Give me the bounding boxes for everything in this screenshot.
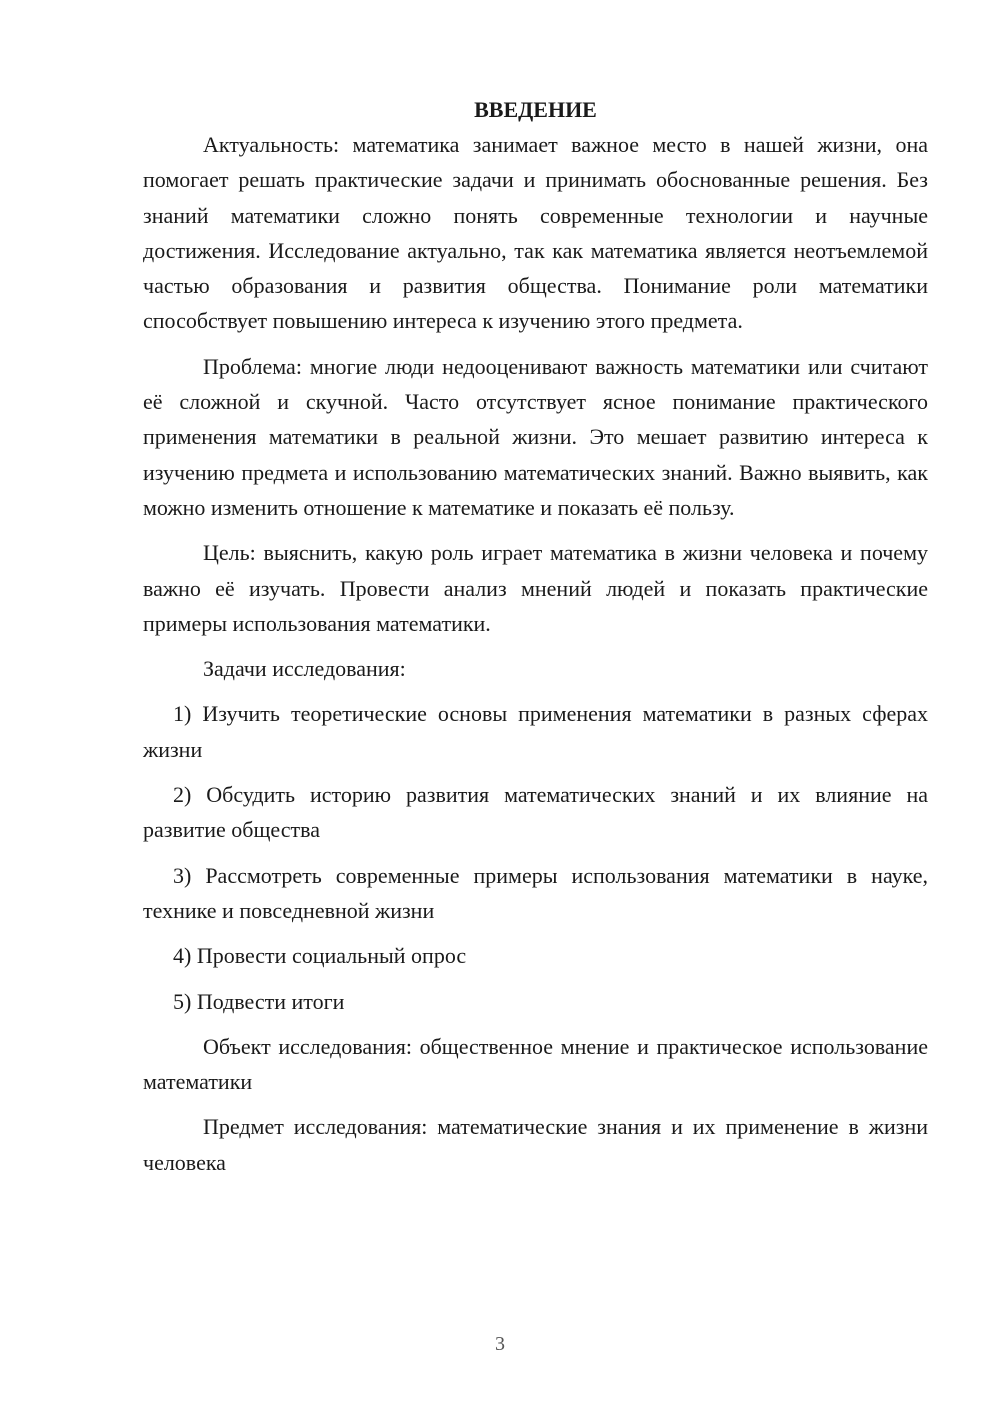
problem-paragraph: Проблема: многие люди недооценивают важность математики или считают её сложной и скучной. Часто отсутствует ясное понимание практического применения математики в реальной жизни. Это мешает развитию интереса к изучению предмета и использованию математических знаний. Важно выявить, как можно изменить отношение к математике и показать её пользу. [143, 353, 928, 520]
task-item-5: 5) Подвести итоги [173, 988, 345, 1014]
object-paragraph: Объект исследования: общественное мнение и практическое использование математики [143, 1033, 928, 1095]
task-item-2: 2) Обсудить историю развития математических знаний и их влияние на развитие общества [143, 782, 928, 843]
goal-paragraph: Цель: выяснить, какую роль играет математика в жизни человека и почему важно её изучать. Провести анализ мнений людей и показать практические примеры использования математики. [143, 540, 928, 636]
document-page [143, 92, 928, 1190]
task-item-3: 3) Рассмотреть современные примеры использования математики в науке, технике и повседневной жизни [143, 862, 928, 923]
subject-paragraph: Предмет исследования: математические знания и их применение в жизни человека [143, 1114, 928, 1175]
relevance-paragraph: Актуальность: математика занимает важное место в нашей жизни, она помогает решать практические задачи и принимать обоснованные решения. Без знаний математики сложно понять современные технологии и научные достижения. Исследование актуально, так как математика является неотъемлемой частью образования и развития общества. Понимание роли математики способствует повышению интереса к изучению этого предмета. [143, 132, 928, 334]
task-item-4: 4) Провести социальный опрос [173, 943, 467, 969]
tasks-heading: Задачи исследования: [203, 656, 406, 682]
task-item-1: 1) Изучить теоретические основы применения математики в разных сферах жизни [143, 701, 928, 762]
page-number: 3 [495, 1333, 505, 1355]
section-title: ВВЕДЕНИЕ [474, 97, 597, 122]
